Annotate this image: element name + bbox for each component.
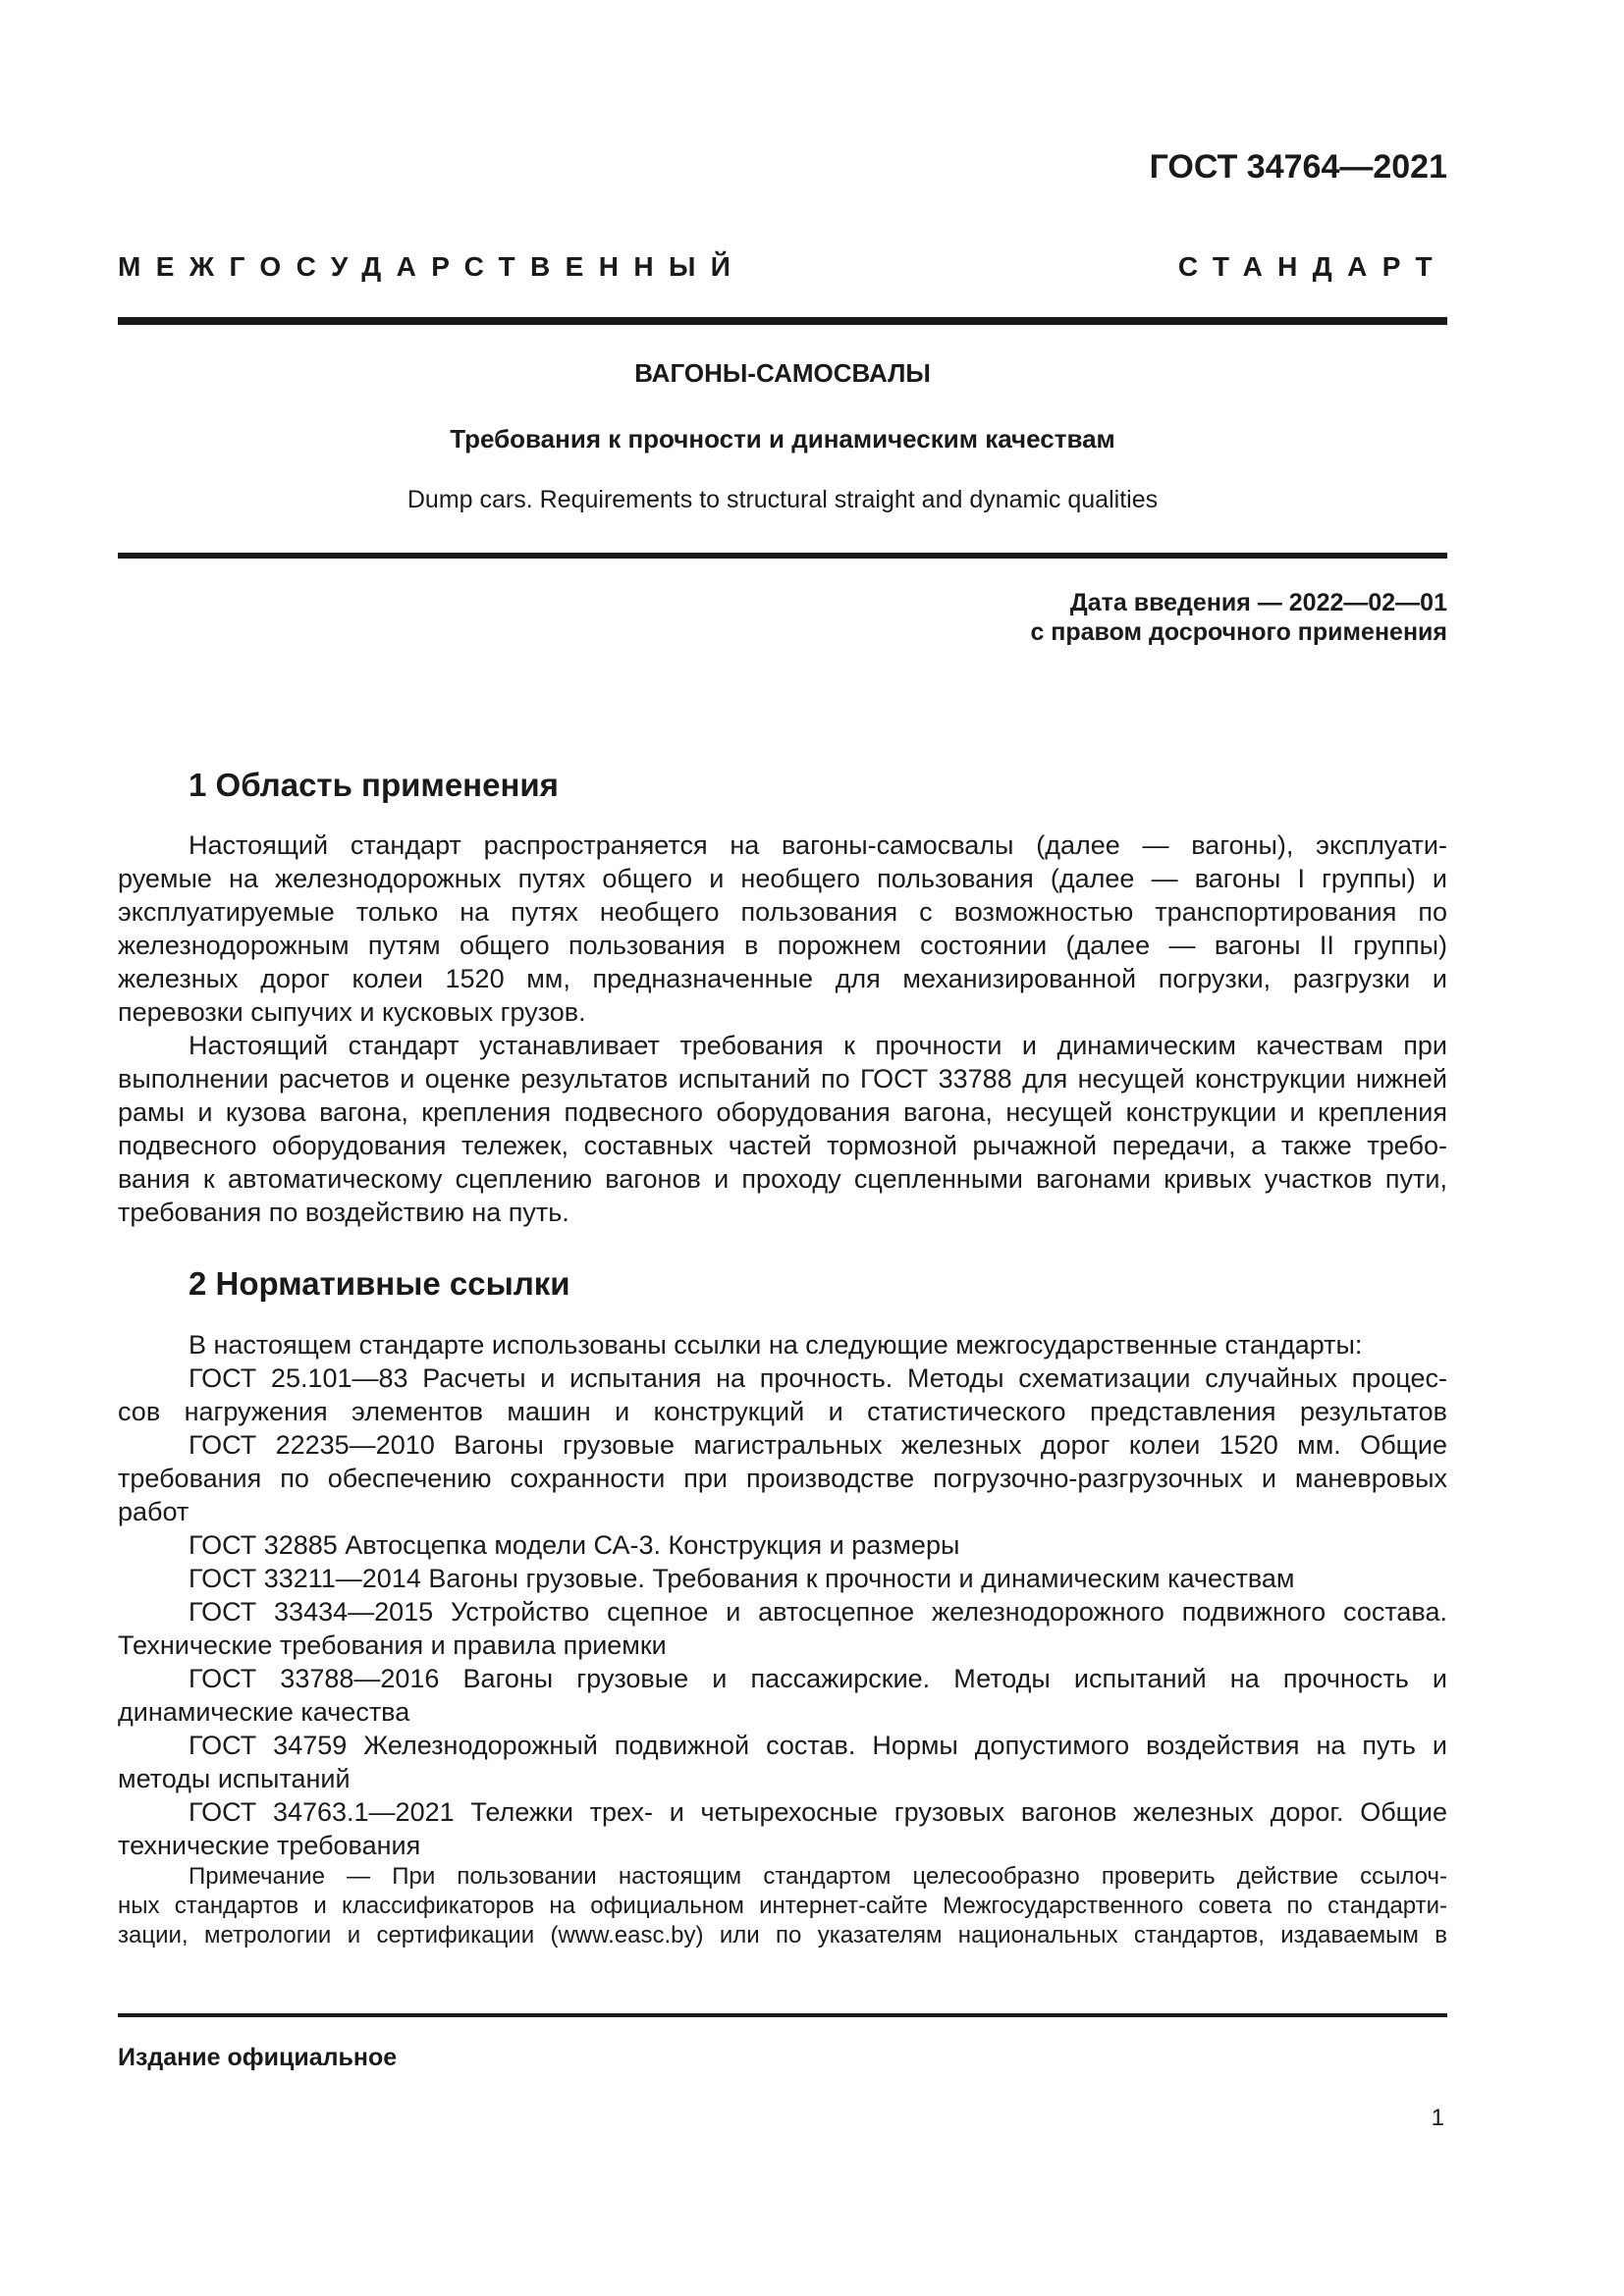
title-rule — [118, 553, 1447, 559]
reference-line: динамические качества — [118, 1697, 410, 1727]
paragraph-line: рамы и кузова вагона, крепления подвесного оборудования вагона, несущей конструкции и крепления — [118, 1097, 1447, 1127]
paragraph-line: руемые на железнодорожных путях общего и необщего пользования (далее — вагоны I группы) и — [118, 864, 1447, 893]
paragraph-line: эксплуатируемые только на путях необщего пользования с возможностью транспортирования по — [118, 897, 1447, 927]
paragraph-line: железнодорожным путям общего пользования в порожнем состоянии (далее — вагоны II группы) — [118, 931, 1447, 960]
english-title: Dump cars. Requirements to structural straight and dynamic qualities — [406, 486, 1159, 513]
reference-line: сов нагружения элементов машин и конструкций и статистического представления результатов — [118, 1397, 1447, 1426]
standard-type: МЕЖГОСУДАРСТВЕННЫЙ СТАНДАРТ — [118, 251, 1447, 282]
paragraph-line: перевозки сыпучих и кусковых грузов. — [118, 997, 586, 1027]
reference-line: работ — [118, 1497, 189, 1526]
paragraph-line: Настоящий стандарт устанавливает требования к прочности и динамическим качествам при — [189, 1031, 1447, 1060]
section-1-body — [118, 828, 1447, 1229]
document-title: ВАГОНЫ-САМОСВАЛЫ — [634, 358, 931, 388]
page-number: 1 — [1431, 2105, 1444, 2131]
note-line: Примечание — При пользовании настоящим стандартом целесообразно проверить действие ссылоч- — [189, 1863, 1447, 1890]
reference-line: ГОСТ 33434—2015 Устройство сцепное и автосцепное железнодорожного подвижного состава. — [189, 1597, 1447, 1627]
paragraph-line: Настоящий стандарт распространяется на вагоны-самосвалы (далее — вагоны), эксплуати- — [189, 830, 1447, 860]
paragraph-line: железных дорог колеи 1520 мм, предназначенные для механизированной погрузки, разгрузки и — [118, 964, 1447, 993]
reference-line: Технические требования и правила приемки — [118, 1630, 667, 1660]
reference-line: ГОСТ 34759 Железнодорожный подвижной состав. Нормы допустимого воздействия на путь и — [189, 1731, 1447, 1760]
reference-line: ГОСТ 32885 Автосцепка модели СА-3. Конструкция и размеры — [189, 1530, 960, 1560]
paragraph-line: выполнении расчетов и оценке результатов испытаний по ГОСТ 33788 для несущей конструкции нижней — [118, 1064, 1447, 1094]
note-line: ных стандартов и классификаторов на официальном интернет-сайте Межгосударственного совета по стандарти- — [118, 1893, 1447, 1919]
reference-line: ГОСТ 33788—2016 Вагоны грузовые и пассажирские. Методы испытаний на прочность и — [189, 1664, 1447, 1693]
section-1-heading: 1 Область применения — [189, 767, 559, 803]
early-application-line: с правом досрочного применения — [1030, 618, 1447, 646]
reference-line: ГОСТ 25.101—83 Расчеты и испытания на прочность. Методы схематизации случайных процес- — [189, 1363, 1447, 1393]
introduction-date — [1030, 588, 1447, 647]
note-block — [118, 1862, 1447, 1950]
introduction-date-line: Дата введения — 2022—02—01 — [1069, 589, 1447, 616]
reference-line: технические требования — [118, 1831, 421, 1860]
paragraph-line: вания к автоматическому сцеплению вагонов и проходу сцепленными вагонами кривых участков пути, — [118, 1164, 1447, 1194]
reference-intro-line: В настоящем стандарте использованы ссылки на следующие межгосударственные стандарты: — [189, 1330, 1363, 1360]
reference-line: ГОСТ 34763.1—2021 Тележки трех- и четырехосные грузовых вагонов железных дорог. Общие — [189, 1797, 1447, 1827]
footer-rule — [118, 2013, 1447, 2017]
reference-line: ГОСТ 33211—2014 Вагоны грузовые. Требования к прочности и динамическим качествам — [189, 1564, 1295, 1593]
reference-line: методы испытаний — [118, 1764, 351, 1793]
paragraph-line: подвесного оборудования тележек, составных частей тормозной рычажной передачи, а также требо- — [118, 1131, 1447, 1160]
header-rule — [118, 317, 1447, 325]
paragraph-line: требования по воздействию на путь. — [118, 1198, 569, 1227]
official-edition-label: Издание официальное — [118, 2044, 398, 2071]
document-subtitle: Требования к прочности и динамическим качествам — [450, 424, 1115, 454]
note-line: зации, метрологии и сертификации (www.easc.by) или по указателям национальных стандартов, издаваемым в — [118, 1922, 1447, 1949]
document-number: ГОСТ 34764—2021 — [1149, 148, 1447, 186]
section-2-heading: 2 Нормативные ссылки — [189, 1265, 570, 1302]
reference-line: требования по обеспечению сохранности при производстве погрузочно-разгрузочных и маневровых — [118, 1464, 1447, 1493]
reference-line: ГОСТ 22235—2010 Вагоны грузовые магистральных железных дорог колеи 1520 мм. Общие — [189, 1430, 1447, 1460]
section-2-body — [118, 1328, 1447, 1862]
